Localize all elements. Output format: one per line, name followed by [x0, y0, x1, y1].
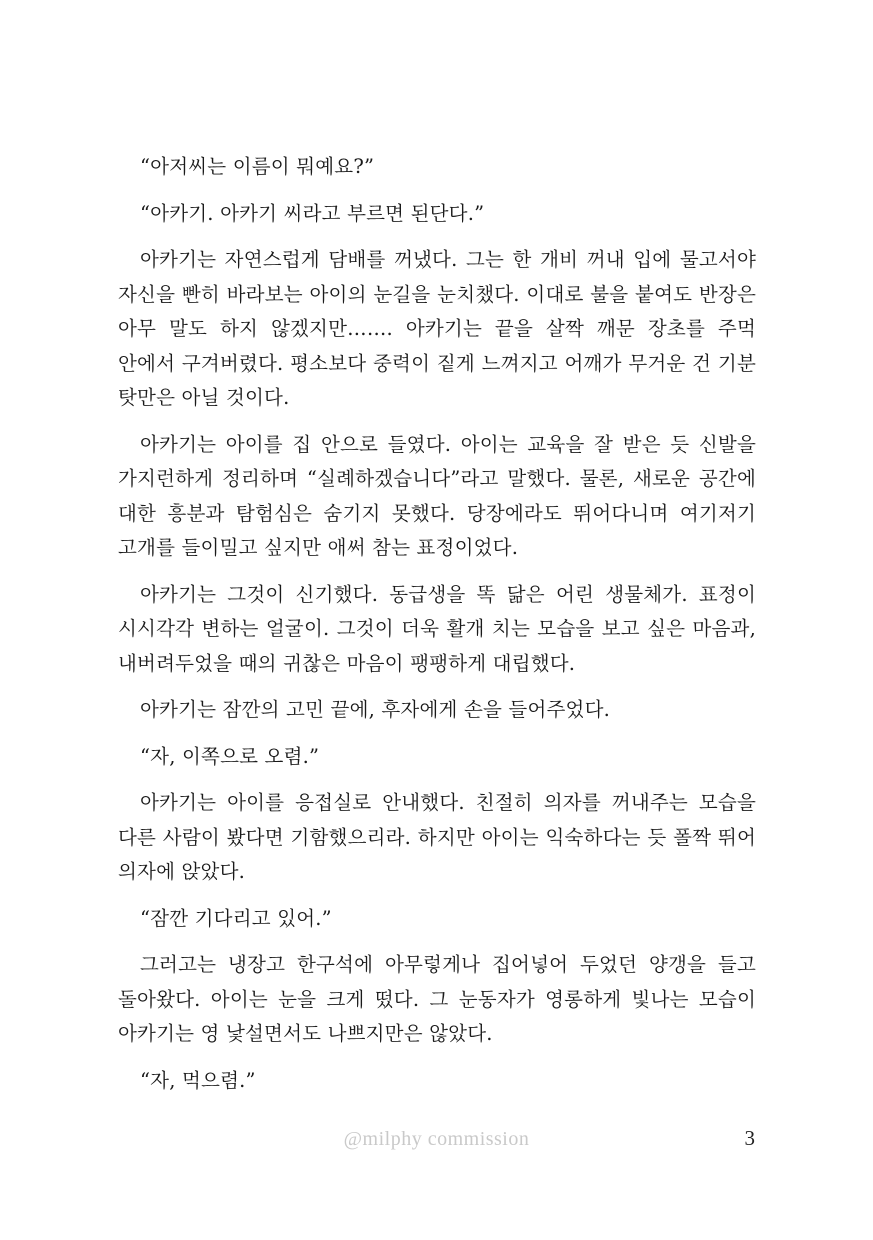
paragraph: 아카기는 아이를 집 안으로 들였다. 아이는 교육을 잘 받은 듯 신발을 가지런하게 정리하며 “실례하겠습니다”라고 말했다. 물론, 새로운 공간에 대한 흥분과 탐험심은 숨기지 못했다. 당장에라도 뛰어다니며 여기저기 고개를 들이밀고 싶지만 애써 참는 표정이었다.: [118, 432, 756, 559]
paragraph: “자, 이쪽으로 오렴.”: [140, 744, 320, 768]
paragraph: 아카기는 그것이 신기했다. 동급생을 똑 닮은 어린 생물체가. 표정이 시시각각 변하는 얼굴이. 그것이 더욱 활개 치는 모습을 보고 싶은 마음과, 내버려두었을 때의 귀찮은 마음이 팽팽하게 대립했다.: [118, 582, 756, 675]
paragraph: 그러고는 냉장고 한구석에 아무렇게나 집어넣어 두었던 양갱을 들고 돌아왔다. 아이는 눈을 크게 떴다. 그 눈동자가 영롱하게 빛나는 모습이 아카기는 영 낯설면서도 나쁘지만은 않았다.: [118, 953, 756, 1045]
paragraph: “아저씨는 이름이 뭐예요?”: [140, 155, 375, 178]
page-body: [118, 150, 756, 1110]
paragraph: 아카기는 잠깐의 고민 끝에, 후자에게 손을 들어주었다.: [140, 698, 611, 721]
paragraph: “잠깐 기다리고 있어.”: [140, 906, 332, 930]
paragraph: 아카기는 아이를 응접실로 안내했다. 친절히 의자를 꺼내주는 모습을 다른 사람이 봤다면 기함했으리라. 하지만 아이는 익숙하다는 듯 폴짝 뛰어 의자에 앉았다.: [118, 791, 756, 883]
paragraph: “아카기. 아카기 씨라고 부르면 된단다.”: [140, 201, 485, 225]
paragraph: “자, 먹으렴.”: [140, 1068, 256, 1092]
page-number: 3: [744, 1126, 755, 1150]
paragraph: 아카기는 자연스럽게 담배를 꺼냈다. 그는 한 개비 꺼내 입에 물고서야 자신을 빤히 바라보는 아이의 눈길을 눈치챘다. 이대로 불을 붙여도 반장은 아무 말도 하지 않겠지만……. 아카기는 끝을 살짝 깨문 장초를 주먹 안에서 구겨버렸다. 평소보다 중력이 짙게 느껴지고 어깨가 무거운 건 기분 탓만은 아닐 것이다.: [118, 248, 756, 409]
footer-watermark: @milphy commission: [343, 1128, 530, 1150]
